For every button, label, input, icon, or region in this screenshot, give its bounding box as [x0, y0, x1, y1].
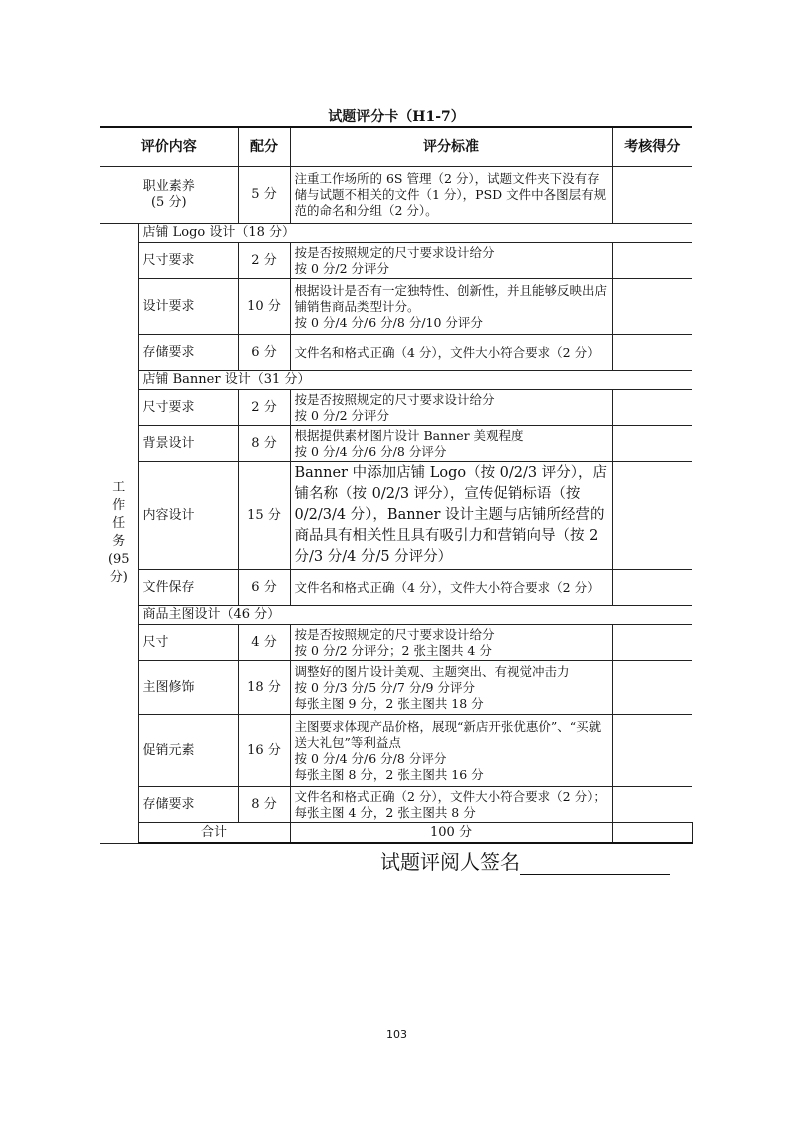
header-evaluation-content: 评价内容: [100, 127, 238, 167]
item-name: 存储要求: [138, 787, 238, 823]
score-input-cell[interactable]: [612, 279, 692, 335]
section-row-banner: [100, 371, 692, 390]
item-name: 背景设计: [138, 426, 238, 462]
total-score: 100 分: [290, 823, 612, 844]
item-criteria: 主图要求体现产品价格，展现“新店开张优惠价”、“买就送大礼包”等利益点 按 0 分/4 分/6 分/8 分评分 每张主图 8 分，2 张主图共 16 分: [290, 715, 612, 787]
work-task-label: 工 作 任 务 (95 分): [100, 224, 138, 844]
item-score: 16 分: [238, 715, 290, 787]
item-criteria: 按是否按照规定的尺寸要求设计给分 按 0 分/2 分评分；2 张主图共 4 分: [290, 625, 612, 661]
total-row: [100, 823, 692, 844]
item-name: 尺寸: [138, 625, 238, 661]
score-input-cell[interactable]: [612, 335, 692, 371]
professional-score: 5 分: [238, 167, 290, 224]
table-row: [100, 625, 692, 661]
item-score: 2 分: [238, 390, 290, 426]
item-criteria: 根据设计是否有一定独特性、创新性，并且能够反映出店铺销售商品类型计分。 按 0 分/4 分/6 分/8 分/10 分评分: [290, 279, 612, 335]
score-input-cell[interactable]: [612, 426, 692, 462]
score-input-cell[interactable]: [612, 625, 692, 661]
total-label: 合计: [138, 823, 290, 844]
table-row: [100, 279, 692, 335]
signature-area: [380, 846, 670, 875]
table-row: [100, 570, 692, 606]
item-name: 尺寸要求: [138, 243, 238, 279]
item-criteria: 文件名和格式正确（4 分），文件大小符合要求（2 分）: [290, 335, 612, 371]
score-input-cell[interactable]: [612, 462, 692, 570]
table-row: [100, 715, 692, 787]
header-score-obtained: 考核得分: [612, 127, 692, 167]
table-row: [100, 661, 692, 715]
score-input-cell[interactable]: [612, 167, 692, 224]
table-row: [100, 243, 692, 279]
section-title: 商品主图设计（46 分）: [138, 606, 692, 625]
score-input-cell[interactable]: [612, 787, 692, 823]
table-row: [100, 390, 692, 426]
item-name: 文件保存: [138, 570, 238, 606]
item-name: 设计要求: [138, 279, 238, 335]
item-name: 主图修饰: [138, 661, 238, 715]
scoring-table: [100, 126, 692, 844]
section-title: 店铺 Banner 设计（31 分）: [138, 371, 692, 390]
item-criteria: 文件名和格式正确（2 分），文件大小符合要求（2 分）；每张主图 4 分，2 张主图共 8 分: [290, 787, 612, 823]
item-score: 15 分: [238, 462, 290, 570]
table-row-professional: [100, 167, 692, 224]
table-header-row: [100, 127, 692, 167]
section-row-main-image: [100, 606, 692, 625]
item-name: 存储要求: [138, 335, 238, 371]
item-name: 内容设计: [138, 462, 238, 570]
item-score: 6 分: [238, 570, 290, 606]
table-row: [100, 335, 692, 371]
item-score: 18 分: [238, 661, 290, 715]
professional-label-line1: 职业素养: [142, 179, 195, 194]
item-score: 8 分: [238, 426, 290, 462]
total-criteria-empty: [612, 823, 692, 844]
item-criteria: Banner 中添加店铺 Logo（按 0/2/3 评分），店铺名称（按 0/2/3 评分），宣传促销标语（按 0/2/3/4 分），Banner 设计主题与店铺所经营的商品具有相关性且具有吸引力和营销向导（按 2 分/3 分/4 分/5 分评分）: [290, 462, 612, 570]
page-number: 103: [386, 1028, 407, 1041]
item-score: 10 分: [238, 279, 290, 335]
score-input-cell[interactable]: [612, 243, 692, 279]
score-input-cell[interactable]: [612, 715, 692, 787]
item-score: 8 分: [238, 787, 290, 823]
score-input-cell[interactable]: [612, 390, 692, 426]
section-title: 店铺 Logo 设计（18 分）: [138, 224, 692, 243]
table-row: [100, 426, 692, 462]
header-points: 配分: [238, 127, 290, 167]
section-row-logo: [100, 224, 692, 243]
item-criteria: 调整好的图片设计美观、主题突出、有视觉冲击力 按 0 分/3 分/5 分/7 分/9 分评分 每张主图 9 分，2 张主图共 18 分: [290, 661, 612, 715]
item-criteria: 按是否按照规定的尺寸要求设计给分 按 0 分/2 分评分: [290, 390, 612, 426]
item-score: 2 分: [238, 243, 290, 279]
score-input-cell[interactable]: [612, 570, 692, 606]
score-input-cell[interactable]: [612, 661, 692, 715]
document-title: 试题评分卡（H1-7）: [328, 109, 465, 125]
professional-criteria: 注重工作场所的 6S 管理（2 分），试题文件夹下没有存储与试题不相关的文件（1 分），PSD 文件中各图层有规范的命名和分组（2 分）。: [290, 167, 612, 224]
item-name: 促销元素: [138, 715, 238, 787]
item-criteria: 根据提供素材图片设计 Banner 美观程度 按 0 分/4 分/6 分/8 分评分: [290, 426, 612, 462]
item-criteria: 文件名和格式正确（4 分），文件大小符合要求（2 分）: [290, 570, 612, 606]
professional-label: [100, 167, 238, 224]
signature-line[interactable]: [520, 852, 670, 875]
item-score: 6 分: [238, 335, 290, 371]
signature-label: 试题评阅人签名: [380, 850, 520, 874]
item-score: 4 分: [238, 625, 290, 661]
header-criteria: 评分标准: [290, 127, 612, 167]
item-name: 尺寸要求: [138, 390, 238, 426]
table-row: [100, 787, 692, 823]
professional-label-line2: (5 分): [150, 195, 187, 210]
table-row: [100, 462, 692, 570]
item-criteria: 按是否按照规定的尺寸要求设计给分 按 0 分/2 分评分: [290, 243, 612, 279]
